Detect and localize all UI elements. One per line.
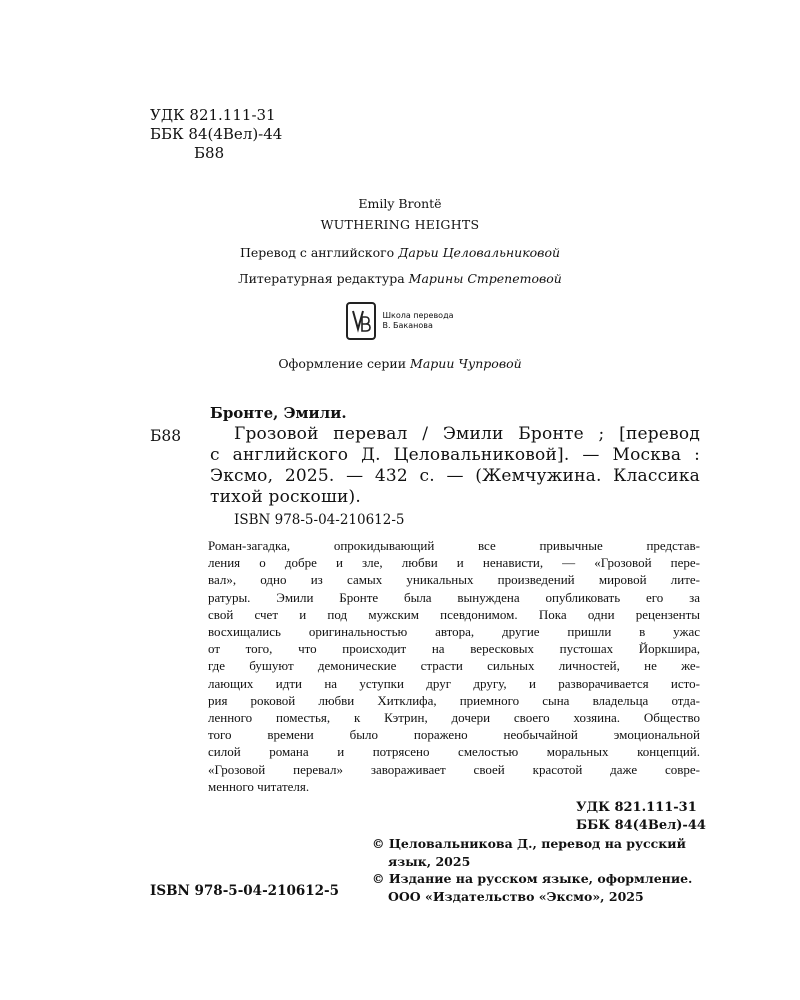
- copyright-edition-line1: © Издание на русском языке, оформление.: [372, 871, 693, 886]
- annotation-line: ления о добре и зле, любви и ненависти, — «Грозовой пере-: [208, 555, 700, 571]
- copyright-block: [372, 835, 692, 905]
- bibliographic-entry: [210, 424, 700, 508]
- annotation-line: свой счет и под мужским псевдонимом. Пока одни рецензенты: [208, 606, 700, 622]
- original-author: Emily Brontë: [358, 196, 442, 211]
- bbk-code-bottom: ББК 84(4Вел)-44: [576, 818, 706, 833]
- annotation-line: менного читателя.: [208, 778, 310, 794]
- designer-name: Марии Чупровой: [410, 356, 522, 371]
- author-mark-top: Б88: [194, 144, 225, 162]
- top-classification-codes: [150, 106, 282, 163]
- translation-school-logo: [0, 299, 800, 343]
- editing-prefix: Литературная редактура: [238, 271, 409, 286]
- annotation: [208, 537, 700, 795]
- original-title: WUTHERING HEIGHTS: [320, 217, 480, 232]
- udk-code-top: УДК 821.111-31: [150, 106, 276, 124]
- entry-headword: Бронте, Эмили.: [210, 404, 347, 422]
- annotation-line: ратуры. Эмили Бронте была вынуждена опубликовать его за: [208, 589, 700, 605]
- annotation-line: «Грозовой перевал» завораживает своей красотой даже совре-: [208, 761, 700, 777]
- entry-line: с английского Д. Целовальниковой]. — Москва :: [210, 445, 700, 465]
- translation-credit: [0, 245, 800, 260]
- translation-prefix: Перевод с английского: [239, 245, 399, 260]
- annotation-line: лающих идти на уступки друг другу, и разворачивается исто-: [208, 675, 700, 691]
- design-credit: [0, 356, 800, 371]
- copyright-edition-line2: ООО «Издательство «Эксмо», 2025: [388, 888, 644, 904]
- editing-credit: [0, 271, 800, 286]
- annotation-line: Роман-загадка, опрокидывающий все привычные представ-: [208, 538, 700, 553]
- entry-line: тихой роскоши).: [210, 487, 361, 507]
- annotation-line: того времени было поражено необычайной эмоциональной: [208, 727, 700, 743]
- footer-isbn: ISBN 978-5-04-210612-5: [150, 883, 340, 899]
- annotation-line: силой романа и потрясено смелостью моральных концепций.: [208, 744, 700, 760]
- bbk-code-top: ББК 84(4Вел)-44: [150, 125, 283, 143]
- entry-author-mark: Б88: [150, 427, 182, 445]
- entry-line: Грозовой перевал / Эмили Бронте ; [перевод: [234, 424, 700, 444]
- entry-isbn: ISBN 978-5-04-210612-5: [234, 512, 405, 528]
- logo-line-1: Школа перевода: [382, 311, 454, 320]
- annotation-line: от того, что происходит на вересковых пустошах Йоркшира,: [208, 641, 700, 657]
- bottom-classification-codes: [576, 799, 706, 835]
- vb-monogram-icon: [346, 302, 376, 340]
- editor-name: Марины Стрепетовой: [408, 271, 562, 286]
- copyright-translation-line1: © Целовальникова Д., перевод на русский: [372, 836, 686, 851]
- translator-name: Дарьи Целовальниковой: [398, 245, 561, 260]
- annotation-line: ленного поместья, к Кэтрин, дочери своего хозяина. Общество: [208, 710, 700, 726]
- logo-caption: [382, 311, 453, 331]
- annotation-line: рия роковой любви Хитклифа, приемного сына владельца отда-: [208, 692, 700, 708]
- copyright-translation-line2: язык, 2025: [388, 853, 471, 869]
- design-prefix: Оформление серии: [278, 356, 411, 371]
- annotation-line: где бушуют демонические страсти сильных личностей, не же-: [208, 658, 700, 674]
- udk-code-bottom: УДК 821.111-31: [576, 800, 697, 815]
- entry-line: Эксмо, 2025. — 432 с. — (Жемчужина. Классика: [210, 466, 700, 486]
- annotation-line: восхищались оригинальностью автора, другие пришли в ужас: [208, 624, 700, 640]
- annotation-line: вал», одно из самых уникальных произведений мировой лите-: [208, 572, 700, 588]
- logo-line-2: В. Баканова: [382, 321, 433, 330]
